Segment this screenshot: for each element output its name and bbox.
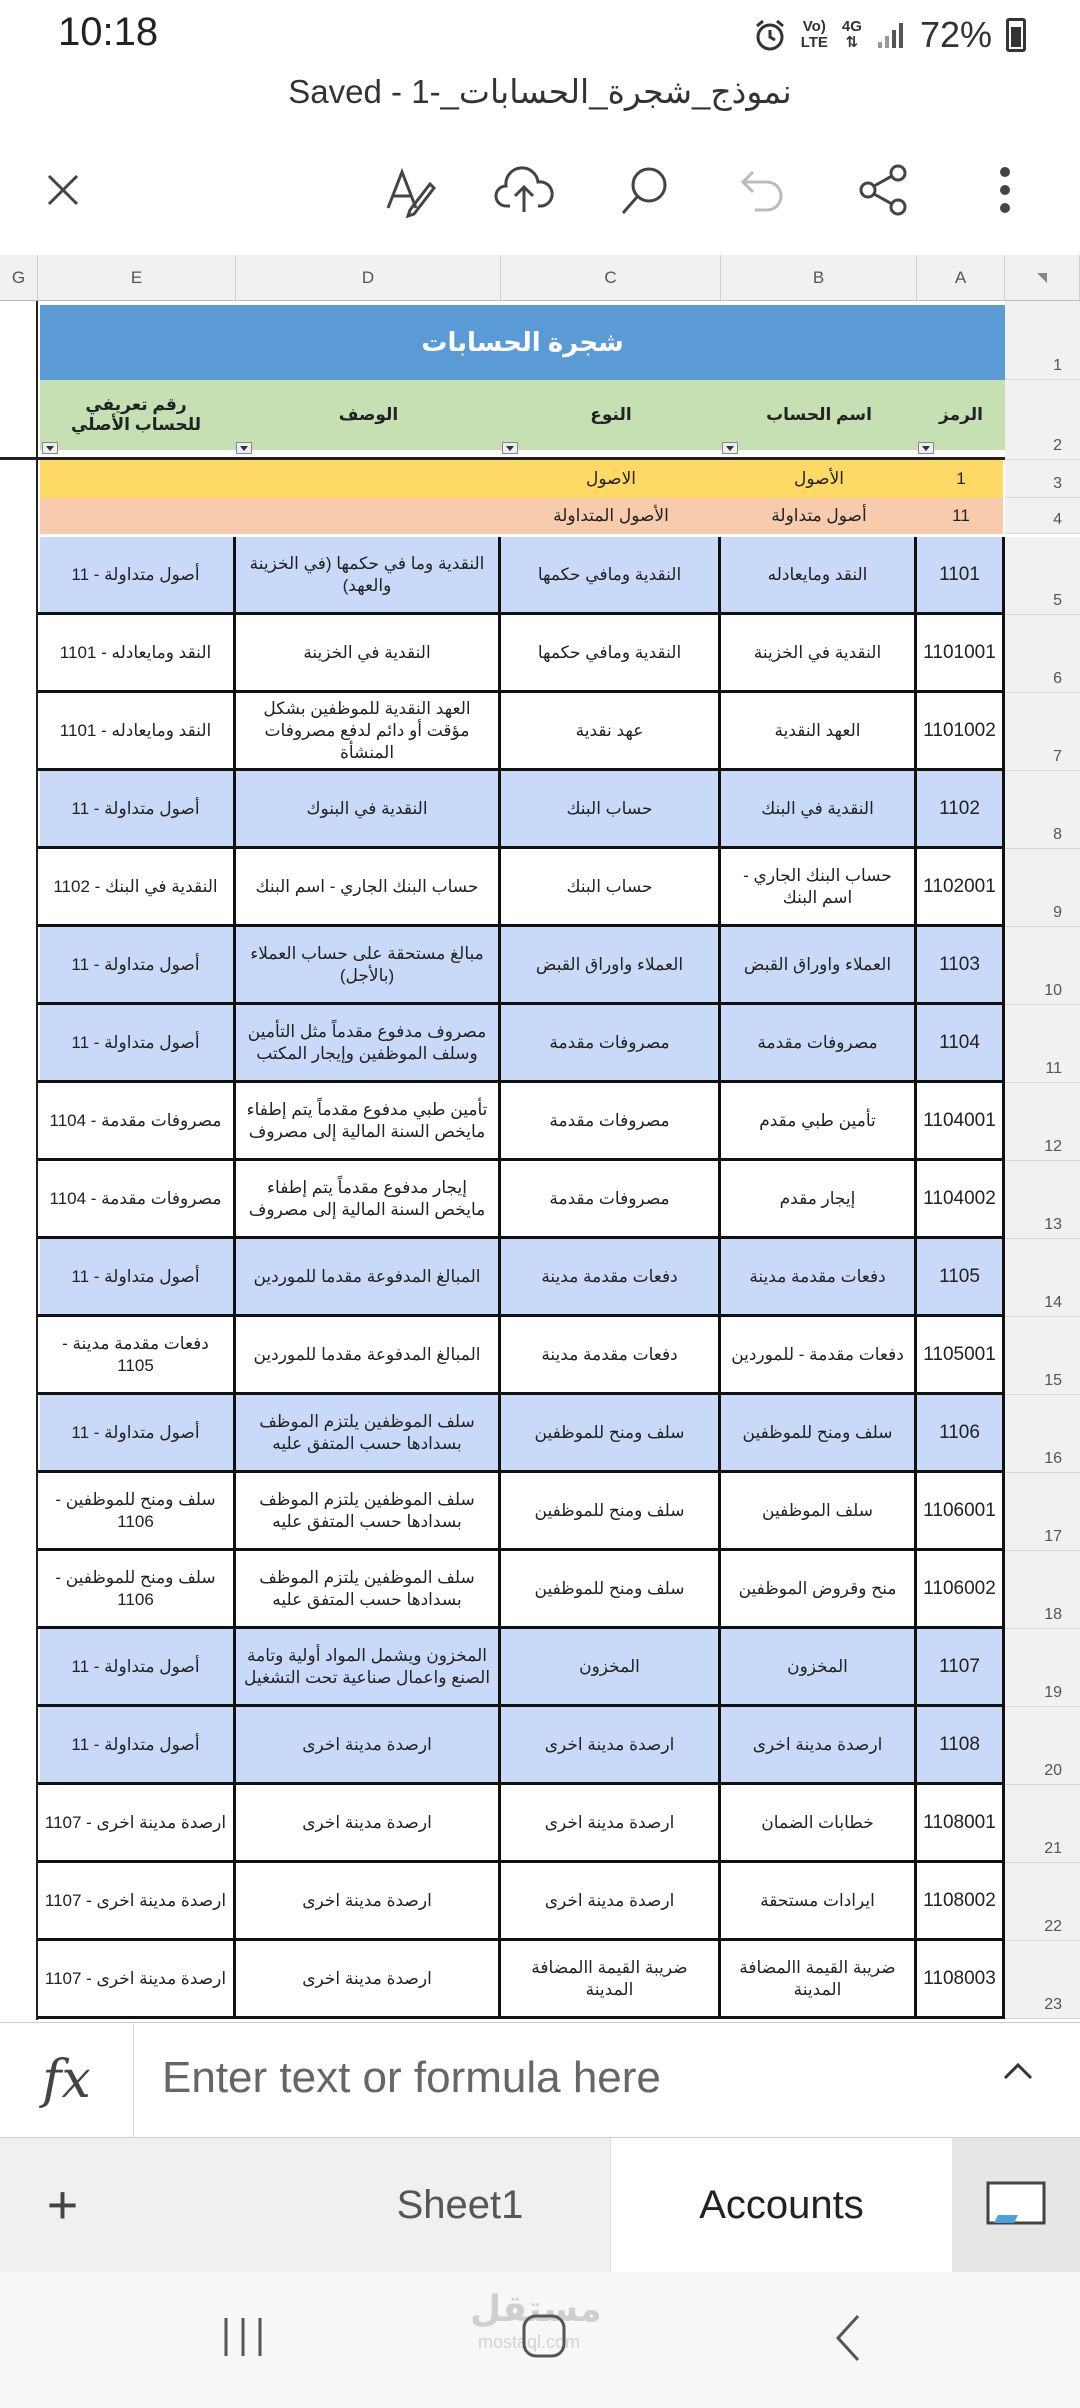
cell-account-name[interactable]: ضريبة القيمة االمضافة المدينة [721, 1941, 917, 2019]
cell-account-name[interactable]: دفعات مقدمة - للموردين [721, 1317, 917, 1395]
cell-code[interactable]: 1105 [917, 1239, 1005, 1317]
cell-type[interactable]: ارصدة مدينة اخرى [501, 1785, 721, 1863]
cell-code[interactable]: 1106 [917, 1395, 1005, 1473]
cell-code[interactable]: 1108001 [917, 1785, 1005, 1863]
cell-description[interactable]: النقدية في الخزينة [236, 615, 501, 693]
alarm-icon [753, 18, 787, 52]
column-g-cells [0, 301, 38, 2020]
cell-description[interactable]: العهد النقدية للموظفين بشكل مؤقت أو دائم لدفع مصروفات المنشأة [236, 693, 501, 771]
row-header[interactable]: 21 [1005, 1785, 1080, 1863]
cell-description[interactable]: مبالغ مستحقة على حساب العملاء (بالأجل) [236, 927, 501, 1005]
filter-dropdown-c[interactable] [502, 442, 518, 454]
cell-code[interactable]: 1105001 [917, 1317, 1005, 1395]
cell-code[interactable]: 1108002 [917, 1863, 1005, 1941]
row-header[interactable]: 14 [1005, 1239, 1080, 1317]
cell-type[interactable]: سلف ومنح للموظفين [501, 1473, 721, 1551]
column-header-c[interactable]: C [501, 255, 721, 301]
cell-account-name[interactable]: إيجار مقدم [721, 1161, 917, 1239]
cell-type[interactable]: المخزون [501, 1629, 721, 1707]
cell-account-name[interactable]: ارصدة مدينة اخرى [721, 1707, 917, 1785]
cell-code[interactable]: 1106001 [917, 1473, 1005, 1551]
row-header[interactable]: 13 [1005, 1161, 1080, 1239]
cell-description[interactable]: ارصدة مدينة اخرى [236, 1707, 501, 1785]
cell-account-name[interactable]: مصروفات مقدمة [721, 1005, 917, 1083]
cell-type[interactable]: ارصدة مدينة اخرى [501, 1863, 721, 1941]
cell-b3[interactable]: الأصول [794, 469, 844, 488]
cell-parent-id[interactable]: ارصدة مدينة اخرى - 1107 [38, 1863, 236, 1941]
row-header[interactable]: 4 [1005, 498, 1080, 534]
cell-type[interactable]: مصروفات مقدمة [501, 1161, 721, 1239]
back-icon[interactable] [832, 2312, 864, 2369]
cell-code[interactable]: 1102001 [917, 849, 1005, 927]
cell-code[interactable]: 1101 [917, 537, 1005, 615]
sheet-tabs [0, 2138, 1080, 2272]
cell-description[interactable]: النقدية في البنوك [236, 771, 501, 849]
filter-dropdown-e[interactable] [42, 442, 58, 454]
fx-icon[interactable]: fx [0, 2023, 134, 2137]
cell-c4[interactable]: الأصول المتداولة [553, 506, 669, 525]
cell-parent-id[interactable]: أصول متداولة - 11 [38, 1629, 236, 1707]
cell-code[interactable]: 1102 [917, 771, 1005, 849]
column-header-e[interactable]: E [38, 255, 236, 301]
undo-icon[interactable] [733, 160, 793, 220]
row-header[interactable]: 2 [1005, 380, 1080, 460]
cell-a4[interactable]: 11 [952, 506, 970, 525]
cell-account-name[interactable]: العملاء واوراق القبض [721, 927, 917, 1005]
home-icon[interactable] [520, 2312, 568, 2365]
status-indicators [753, 14, 1026, 56]
row-header[interactable]: 8 [1005, 771, 1080, 849]
column-header-a[interactable]: A [917, 255, 1005, 301]
row-header[interactable]: 19 [1005, 1629, 1080, 1707]
network-gen-label: 4G ⇅ [841, 18, 862, 51]
cell-parent-id[interactable]: ارصدة مدينة اخرى - 1107 [38, 1941, 236, 2019]
pen-format-icon[interactable] [378, 160, 438, 220]
row-header[interactable]: 12 [1005, 1083, 1080, 1161]
cell-parent-id[interactable]: أصول متداولة - 11 [38, 1005, 236, 1083]
column-header-b[interactable]: B [721, 255, 917, 301]
document-title: نموذج_شجرة_الحسابات_-1 - Saved [288, 73, 792, 110]
cell-account-name[interactable]: سلف الموظفين [721, 1473, 917, 1551]
cell-type[interactable]: مصروفات مقدمة [501, 1005, 721, 1083]
search-icon[interactable] [614, 160, 674, 220]
formula-bar [0, 2022, 1080, 2138]
cell-description[interactable]: إيجار مدفوع مقدماً يتم إطفاء مايخص السنة المالية إلى مصروف [236, 1161, 501, 1239]
cell-code[interactable]: 1101002 [917, 693, 1005, 771]
cell-type[interactable]: النقدية ومافي حكمها [501, 615, 721, 693]
signal-icon [876, 20, 906, 50]
row-header[interactable]: 1 [1005, 301, 1080, 380]
cell-description[interactable]: النقدية وما في حكمها (في الخزينة والعهد) [236, 537, 501, 615]
cell-account-name[interactable]: تأمين طبي مقدم [721, 1083, 917, 1161]
cell-account-name[interactable]: النقدية في البنك [721, 771, 917, 849]
filter-dropdown-a[interactable] [918, 442, 934, 454]
cell-parent-id[interactable]: النقدية في البنك - 1102 [38, 849, 236, 927]
watermark-ar: مستقل [470, 2288, 602, 2329]
cell-code[interactable]: 1103 [917, 927, 1005, 1005]
cell-parent-id[interactable]: مصروفات مقدمة - 1104 [38, 1161, 236, 1239]
volte-label: Vo) LTE [800, 18, 828, 51]
cell-account-name[interactable]: العهد النقدية [721, 693, 917, 771]
cell-description[interactable]: سلف الموظفين يلتزم الموظف بسدادها حسب المتفق عليه [236, 1551, 501, 1629]
cell-type[interactable]: دفعات مقدمة مدينة [501, 1317, 721, 1395]
cell-code[interactable]: 1108 [917, 1707, 1005, 1785]
cell-c3[interactable]: الاصول [586, 469, 636, 488]
row-header[interactable]: 22 [1005, 1863, 1080, 1941]
cell-description[interactable]: حساب البنك الجاري - اسم البنك [236, 849, 501, 927]
cell-type[interactable]: النقدية ومافي حكمها [501, 537, 721, 615]
row-header[interactable]: 15 [1005, 1317, 1080, 1395]
cell-account-name[interactable]: منح وقروض الموظفين [721, 1551, 917, 1629]
chevron-up-icon[interactable] [1002, 2061, 1034, 2086]
cell-account-name[interactable]: خطابات الضمان [721, 1785, 917, 1863]
cell-parent-id[interactable]: سلف ومنح للموظفين - 1106 [38, 1473, 236, 1551]
row-header[interactable]: 18 [1005, 1551, 1080, 1629]
cell-code[interactable]: 1101001 [917, 615, 1005, 693]
cell-parent-id[interactable]: سلف ومنح للموظفين - 1106 [38, 1551, 236, 1629]
cell-type[interactable]: سلف ومنح للموظفين [501, 1395, 721, 1473]
row-header[interactable]: 7 [1005, 693, 1080, 771]
cell-description[interactable]: المبالغ المدفوعة مقدما للموردين [236, 1239, 501, 1317]
cell-parent-id[interactable]: النقد ومايعادله - 1101 [38, 693, 236, 771]
row-header[interactable]: 20 [1005, 1707, 1080, 1785]
row-header[interactable]: 23 [1005, 1941, 1080, 2019]
cell-account-name[interactable]: ايرادات مستحقة [721, 1863, 917, 1941]
cell-parent-id[interactable]: أصول متداولة - 11 [38, 537, 236, 615]
cell-account-name[interactable]: حساب البنك الجاري - اسم البنك [721, 849, 917, 927]
cell-a3[interactable]: 1 [956, 469, 966, 488]
cell-code[interactable]: 1104001 [917, 1083, 1005, 1161]
cell-account-name[interactable]: النقدية في الخزينة [721, 615, 917, 693]
row-header[interactable]: 10 [1005, 927, 1080, 1005]
row-header[interactable]: 9 [1005, 849, 1080, 927]
row-header[interactable]: 16 [1005, 1395, 1080, 1473]
more-icon[interactable] [975, 160, 1035, 220]
header-parent-id[interactable]: رقم تعريفي للحساب الأصلي [70, 395, 202, 434]
cell-parent-id[interactable]: دفعات مقدمة مدينة - 1105 [38, 1317, 236, 1395]
cell-parent-id[interactable]: أصول متداولة - 11 [38, 1707, 236, 1785]
cell-description[interactable]: المخزون ويشمل المواد أولية وتامة الصنع واعمال صناعية تحت التشغيل [236, 1629, 501, 1707]
column-header-g[interactable]: G [0, 255, 38, 301]
row-header[interactable]: 11 [1005, 1005, 1080, 1083]
cell-parent-id[interactable]: أصول متداولة - 11 [38, 771, 236, 849]
cell-type[interactable]: دفعات مقدمة مدينة [501, 1239, 721, 1317]
add-sheet-button[interactable]: + [46, 2175, 79, 2235]
row-header[interactable]: 5 [1005, 537, 1080, 615]
cell-description[interactable]: سلف الموظفين يلتزم الموظف بسدادها حسب المتفق عليه [236, 1473, 501, 1551]
cell-description[interactable]: ارصدة مدينة اخرى [236, 1785, 501, 1863]
cell-description[interactable]: ارصدة مدينة اخرى [236, 1941, 501, 2019]
cell-type[interactable]: العملاء واوراق القبض [501, 927, 721, 1005]
battery-percent: 72% [919, 14, 992, 55]
cell-account-name[interactable]: المخزون [721, 1629, 917, 1707]
header-code[interactable]: الرمز [939, 405, 983, 424]
cell-type[interactable]: عهد نقدية [501, 693, 721, 771]
cell-code[interactable]: 1107 [917, 1629, 1005, 1707]
cell-description[interactable]: تأمين طبي مدفوع مقدماً يتم إطفاء مايخص السنة المالية إلى مصروف [236, 1083, 501, 1161]
status-time: 10:18 [58, 10, 159, 54]
sheet-list-icon[interactable] [952, 2138, 1080, 2272]
header-account-name[interactable]: اسم الحساب [766, 405, 872, 424]
battery-icon [1006, 18, 1026, 52]
select-all-corner[interactable] [1005, 255, 1080, 301]
cell-type[interactable]: مصروفات مقدمة [501, 1083, 721, 1161]
system-nav-bar [0, 2272, 1080, 2408]
tab-sheet1[interactable]: Sheet1 [396, 2182, 524, 2227]
row-header[interactable]: 6 [1005, 615, 1080, 693]
cell-type[interactable]: ارصدة مدينة اخرى [501, 1707, 721, 1785]
filter-dropdown-b[interactable] [722, 442, 738, 454]
cell-account-name[interactable]: سلف ومنح للموظفين [721, 1395, 917, 1473]
cloud-upload-icon[interactable] [494, 160, 554, 220]
header-type[interactable]: النوع [590, 405, 632, 424]
cell-parent-id[interactable]: أصول متداولة - 11 [38, 1395, 236, 1473]
row-header[interactable]: 17 [1005, 1473, 1080, 1551]
cell-parent-id[interactable]: أصول متداولة - 11 [38, 1239, 236, 1317]
row-header[interactable]: 3 [1005, 460, 1080, 498]
share-icon[interactable] [853, 160, 913, 220]
cell-type[interactable]: حساب البنك [501, 771, 721, 849]
cell-type[interactable]: حساب البنك [501, 849, 721, 927]
cell-account-name[interactable]: دفعات مقدمة مدينة [721, 1239, 917, 1317]
filter-dropdown-d[interactable] [236, 442, 252, 454]
recent-apps-icon[interactable] [220, 2312, 266, 2367]
cell-code[interactable]: 1108003 [917, 1941, 1005, 2019]
cell-description[interactable]: مصروف مدفوع مقدماً مثل التأمين وسلف الموظفين وإيجار المكتب [236, 1005, 501, 1083]
cell-b4[interactable]: أصول متداولة [771, 506, 867, 525]
header-description[interactable]: الوصف [338, 405, 399, 424]
cell-account-name[interactable]: النقد ومايعادله [721, 537, 917, 615]
cell-parent-id[interactable]: أصول متداولة - 11 [38, 927, 236, 1005]
status-bar [0, 0, 1080, 72]
column-header-d[interactable]: D [236, 255, 501, 301]
close-icon[interactable] [33, 160, 93, 220]
cell-code[interactable]: 1106002 [917, 1551, 1005, 1629]
cell-description[interactable]: المبالغ المدفوعة مقدما للموردين [236, 1317, 501, 1395]
cell-code[interactable]: 1104002 [917, 1161, 1005, 1239]
cell-description[interactable]: ارصدة مدينة اخرى [236, 1863, 501, 1941]
cell-type[interactable]: ضريبة القيمة االمضافة المدينة [501, 1941, 721, 2019]
cell-parent-id[interactable]: ارصدة مدينة اخرى - 1107 [38, 1785, 236, 1863]
toolbar [0, 140, 1080, 240]
cell-parent-id[interactable]: النقد ومايعادله - 1101 [38, 615, 236, 693]
tab-accounts[interactable]: Accounts [610, 2138, 952, 2272]
spreadsheet-grid[interactable] [0, 255, 1080, 2020]
sheet-title[interactable]: شجرة الحسابات [40, 305, 1005, 380]
formula-input[interactable]: Enter text or formula here [162, 2053, 661, 2102]
cell-parent-id[interactable]: مصروفات مقدمة - 1104 [38, 1083, 236, 1161]
cell-code[interactable]: 1104 [917, 1005, 1005, 1083]
watermark-en: mostaql.com [478, 2332, 581, 2352]
cell-type[interactable]: سلف ومنح للموظفين [501, 1551, 721, 1629]
cell-description[interactable]: سلف الموظفين يلتزم الموظف بسدادها حسب المتفق عليه [236, 1395, 501, 1473]
